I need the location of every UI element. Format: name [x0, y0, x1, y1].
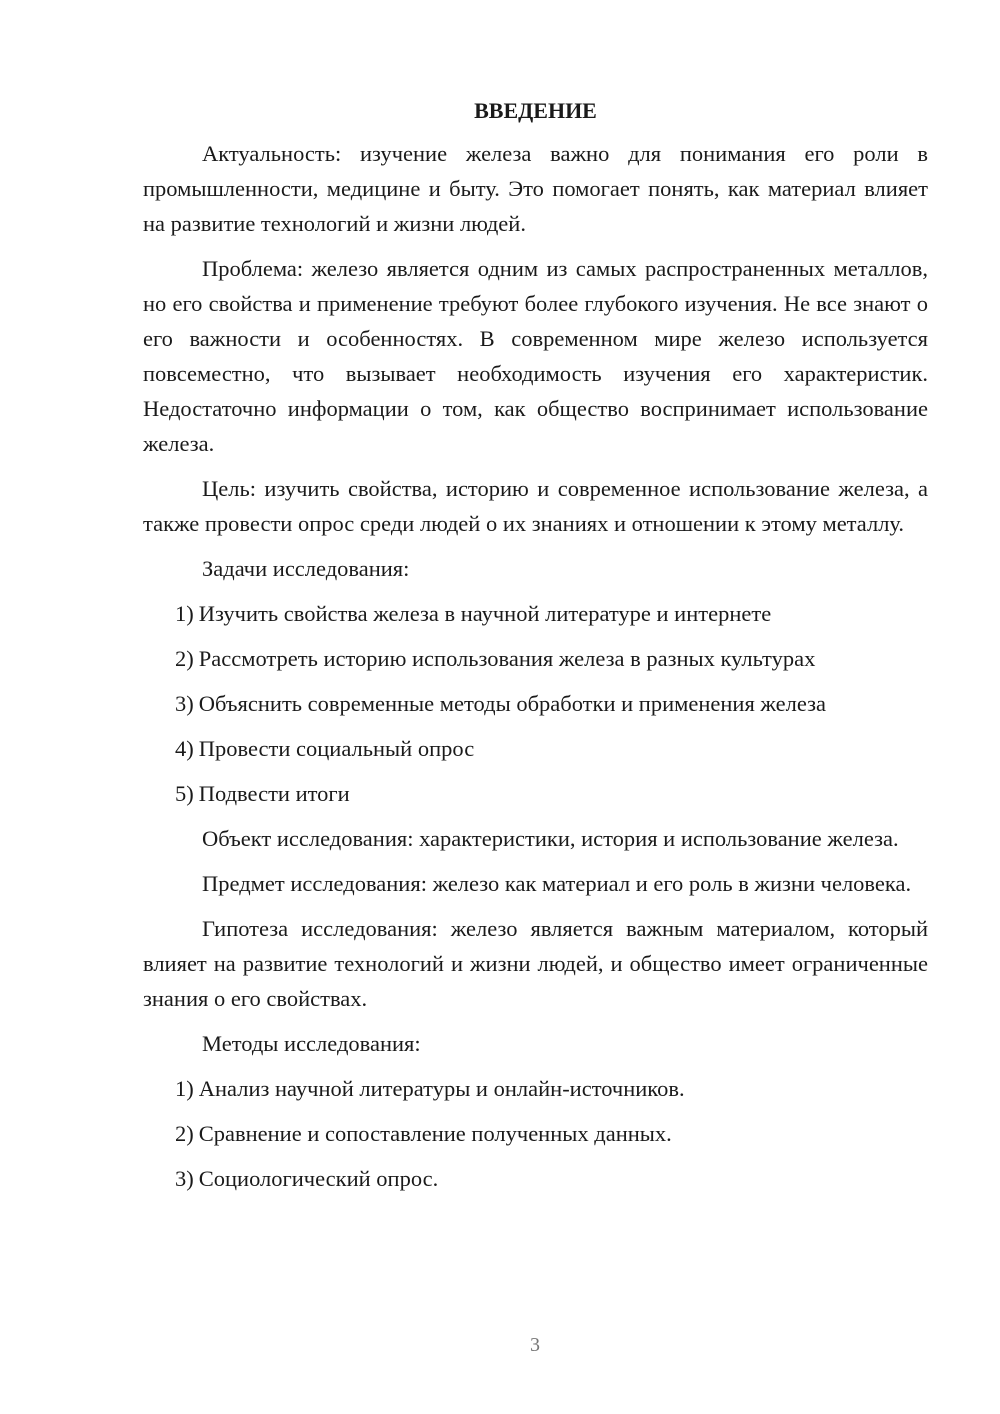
- list-item-number: 5): [175, 781, 194, 806]
- relevance-paragraph: Актуальность: изучение железа важно для понимания его роли в промышленности, медицине и быту. Это помогает понять, как материал влияет на развитие технологий и жизни людей.: [143, 141, 928, 236]
- tasks-label: Задачи исследования:: [202, 556, 410, 581]
- hypothesis-paragraph: Гипотеза исследования: железо является важным материалом, который влияет на развитие технологий и жизни людей, и общество имеет ограниченные знания о его свойствах.: [143, 916, 928, 1011]
- object-paragraph: Объект исследования: характеристики, история и использование железа.: [202, 826, 899, 851]
- list-item-text: Провести социальный опрос: [198, 736, 475, 761]
- subject-paragraph: Предмет исследования: железо как материал и его роль в жизни человека.: [202, 871, 912, 896]
- list-item-number: 1): [175, 1076, 194, 1101]
- list-item: [143, 776, 928, 811]
- page-number: 3: [530, 1334, 540, 1356]
- methods-list: [143, 1071, 928, 1196]
- list-item: [143, 596, 928, 631]
- list-item-number: 3): [175, 691, 194, 716]
- list-item-number: 3): [175, 1166, 194, 1191]
- problem-paragraph: Проблема: железо является одним из самых распространенных металлов, но его свойства и применение требуют более глубокого изучения. Не все знают о его важности и особенностях. В современном мире железо используется повсеместно, что вызывает необходимость изучения его характеристик. Недостаточно информации о том, как общество воспринимает использование железа.: [143, 256, 928, 456]
- list-item-number: 4): [175, 736, 194, 761]
- list-item-text: Рассмотреть историю использования железа в разных культурах: [198, 646, 816, 671]
- list-item-text: Подвести итоги: [198, 781, 350, 806]
- list-item-text: Анализ научной литературы и онлайн-источников.: [198, 1076, 685, 1101]
- list-item: [143, 641, 928, 676]
- list-item-text: Социологический опрос.: [198, 1166, 439, 1191]
- list-item: [143, 686, 928, 721]
- list-item-number: 1): [175, 601, 194, 626]
- list-item-text: Сравнение и сопоставление полученных данных.: [198, 1121, 672, 1146]
- list-item-number: 2): [175, 1121, 194, 1146]
- document-page: [143, 93, 928, 1206]
- list-item-text: Изучить свойства железа в научной литературе и интернете: [198, 601, 772, 626]
- list-item-number: 2): [175, 646, 194, 671]
- tasks-list: [143, 596, 928, 811]
- list-item: [143, 731, 928, 766]
- section-title: ВВЕДЕНИЕ: [474, 98, 597, 123]
- list-item: [143, 1161, 928, 1196]
- list-item: [143, 1116, 928, 1151]
- list-item-text: Объяснить современные методы обработки и применения железа: [198, 691, 827, 716]
- list-item: [143, 1071, 928, 1106]
- goal-paragraph: Цель: изучить свойства, историю и современное использование железа, а также провести опрос среди людей о их знаниях и отношении к этому металлу.: [143, 476, 928, 536]
- methods-label: Методы исследования:: [202, 1031, 421, 1056]
